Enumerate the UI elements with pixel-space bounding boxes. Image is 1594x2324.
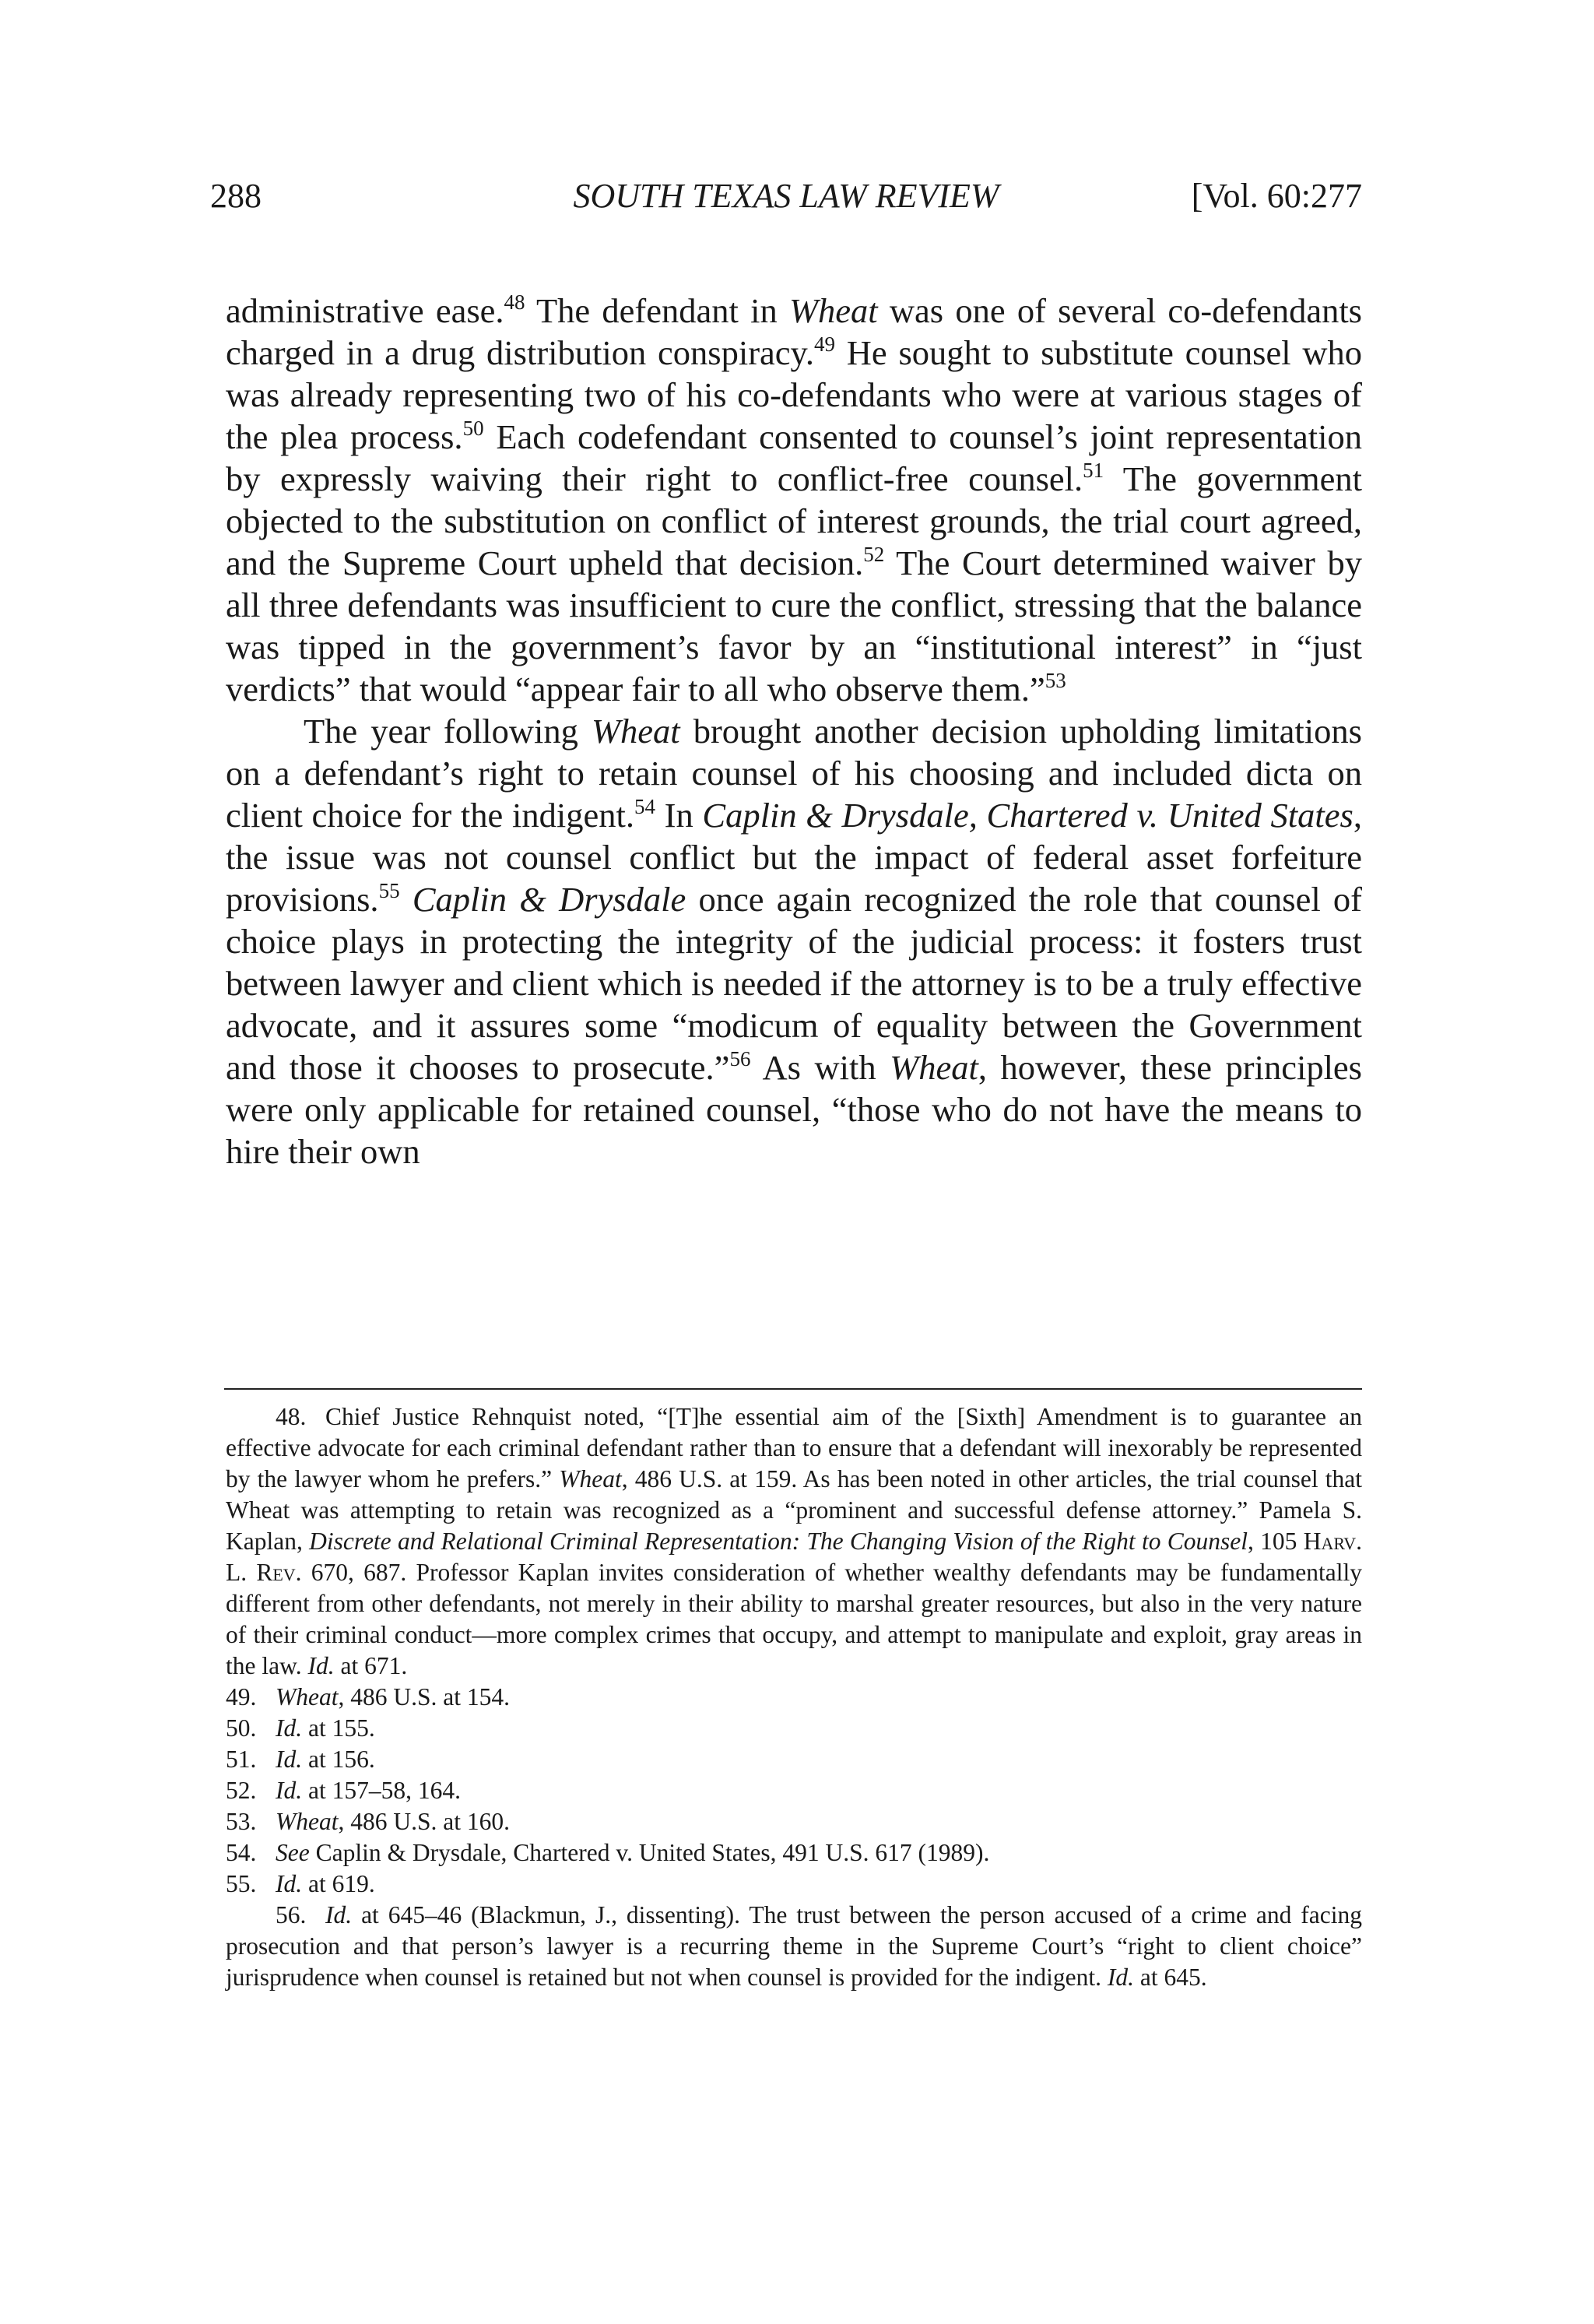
footnote-ref-55[interactable]: 55	[378, 879, 400, 902]
footnote-number: 51.	[226, 1746, 257, 1773]
footnote-56: 56. Id. at 645–46 (Blackmun, J., dissenting). The trust between the person accused of a crime and facing prosecution and that person’s lawyer is a recurring theme in the Supreme Court’s “right to client choice” jurisprudence when counsel is retained but not when counsel is provided for the indigent. Id. at 645.	[226, 1901, 1362, 1991]
footnote-ref-56[interactable]: 56	[729, 1047, 751, 1071]
footnote-52: 52. Id. at 157–58, 164.	[226, 1775, 1362, 1806]
footnote-ref-48[interactable]: 48	[504, 290, 525, 314]
journal-title: SOUTH TEXAS LAW REVIEW	[573, 177, 999, 215]
footnote-number: 56.	[276, 1901, 307, 1928]
footnote-50: 50. Id. at 155.	[226, 1713, 1362, 1744]
footnote-number: 50.	[226, 1714, 257, 1742]
body-paragraph-2: The year following Wheat brought another decision upholding limitations on a defendant’s right to retain counsel of his choosing and included dicta on client choice for the indigent.$^{54}$ In Caplin & Drysdale, Chartered v. United States, the issue was not counsel conflict but the impact of federal asset forfeiture provisions.$^{55}$ Caplin & Drysdale once again recognized the role that counsel of choice plays in protecting the integrity of the judicial process: it fosters trust between lawyer and client which is needed if the attorney is to be a truly effective advocate, and it assures some “modicum of equality between the Government and those it chooses to prosecute.”$^{56}$ As with Wheat, however, these principles were only applicable for retained counsel, “those who do not have the means to hire their own	[226, 712, 1362, 1171]
footnote-ref-50[interactable]: 50	[462, 417, 484, 440]
case-name: Caplin & Drysdale, Chartered v. United States	[702, 796, 1353, 835]
footnote-48: 48. Chief Justice Rehnquist noted, “[T]he essential aim of the [Sixth] Amendment is to guarantee an effective advocate for each criminal defendant rather than to ensure that a defendant will inexorably be represented by the lawyer whom he prefers.” Wheat, 486 U.S. at 159. As has been noted in other articles, the trial counsel that Wheat was attempting to retain was recognized as a “prominent and successful defense attorney.” Pamela S. Kaplan, Discrete and Relational Criminal Representation: The Changing Vision of the Right to Counsel, 105 Harv. L. Rev. 670, 687. Professor Kaplan invites consideration of whether wealthy defendants may be fundamentally different from other defendants, not merely in their ability to marshal greater resources, but also in the very nature of their criminal conduct—more complex crimes that occupy, and attempt to manipulate and exploit, gray areas in the law. Id. at 671.	[226, 1403, 1363, 1679]
footnote-number: 49.	[226, 1683, 257, 1710]
case-name: Caplin & Drysdale	[412, 880, 686, 919]
footnote-separator	[224, 1388, 1362, 1390]
footnote-51: 51. Id. at 156.	[226, 1744, 1362, 1775]
footnote-number: 53.	[226, 1808, 257, 1835]
footnote-number: 54.	[226, 1839, 257, 1866]
case-name: Wheat	[890, 1048, 978, 1087]
footnote-number: 55.	[226, 1870, 257, 1897]
main-text	[226, 290, 1362, 1173]
case-name: Wheat	[788, 291, 878, 330]
footnote-ref-51[interactable]: 51	[1083, 459, 1104, 482]
running-header	[210, 173, 1362, 220]
footnotes	[226, 1401, 1362, 1993]
body-paragraph-1: administrative ease.$^{48}$ The defendant in Wheat was one of several co-defendants charged in a drug distribution conspiracy.$^{49}$ He sought to substitute counsel who was already representing two of his co-defendants who were at various stages of the plea process.$^{50}$ Each codefendant consented to counsel’s joint representation by expressly waiving their right to conflict-free counsel.$^{51}$ The government objected to the substitution on conflict of interest grounds, the trial court agreed, and the Supreme Court upheld that decision.$^{52}$ The Court determined waiver by all three defendants was insufficient to cure the conflict, stressing that the balance was tipped in the government’s favor by an “institutional interest” in “just verdicts” that would “appear fair to all who observe them.”$^{53}$	[226, 290, 1363, 708]
footnote-number: 48.	[276, 1403, 307, 1430]
case-name: Wheat	[591, 712, 680, 751]
footnote-49: 49. Wheat, 486 U.S. at 154.	[226, 1682, 1362, 1713]
footnote-54: 54. See Caplin & Drysdale, Chartered v. United States, 491 U.S. 617 (1989).	[226, 1837, 1362, 1869]
footnote-ref-54[interactable]: 54	[634, 795, 655, 818]
page-number: 288	[210, 177, 262, 215]
footnote-number: 52.	[226, 1777, 257, 1804]
footnote-55: 55. Id. at 619.	[226, 1869, 1362, 1900]
footnote-ref-49[interactable]: 49	[814, 332, 836, 356]
volume-citation: [Vol. 60:277	[1191, 177, 1362, 215]
footnote-ref-53[interactable]: 53	[1045, 669, 1066, 692]
footnote-53: 53. Wheat, 486 U.S. at 160.	[226, 1806, 1362, 1837]
footnote-ref-52[interactable]: 52	[863, 543, 885, 566]
